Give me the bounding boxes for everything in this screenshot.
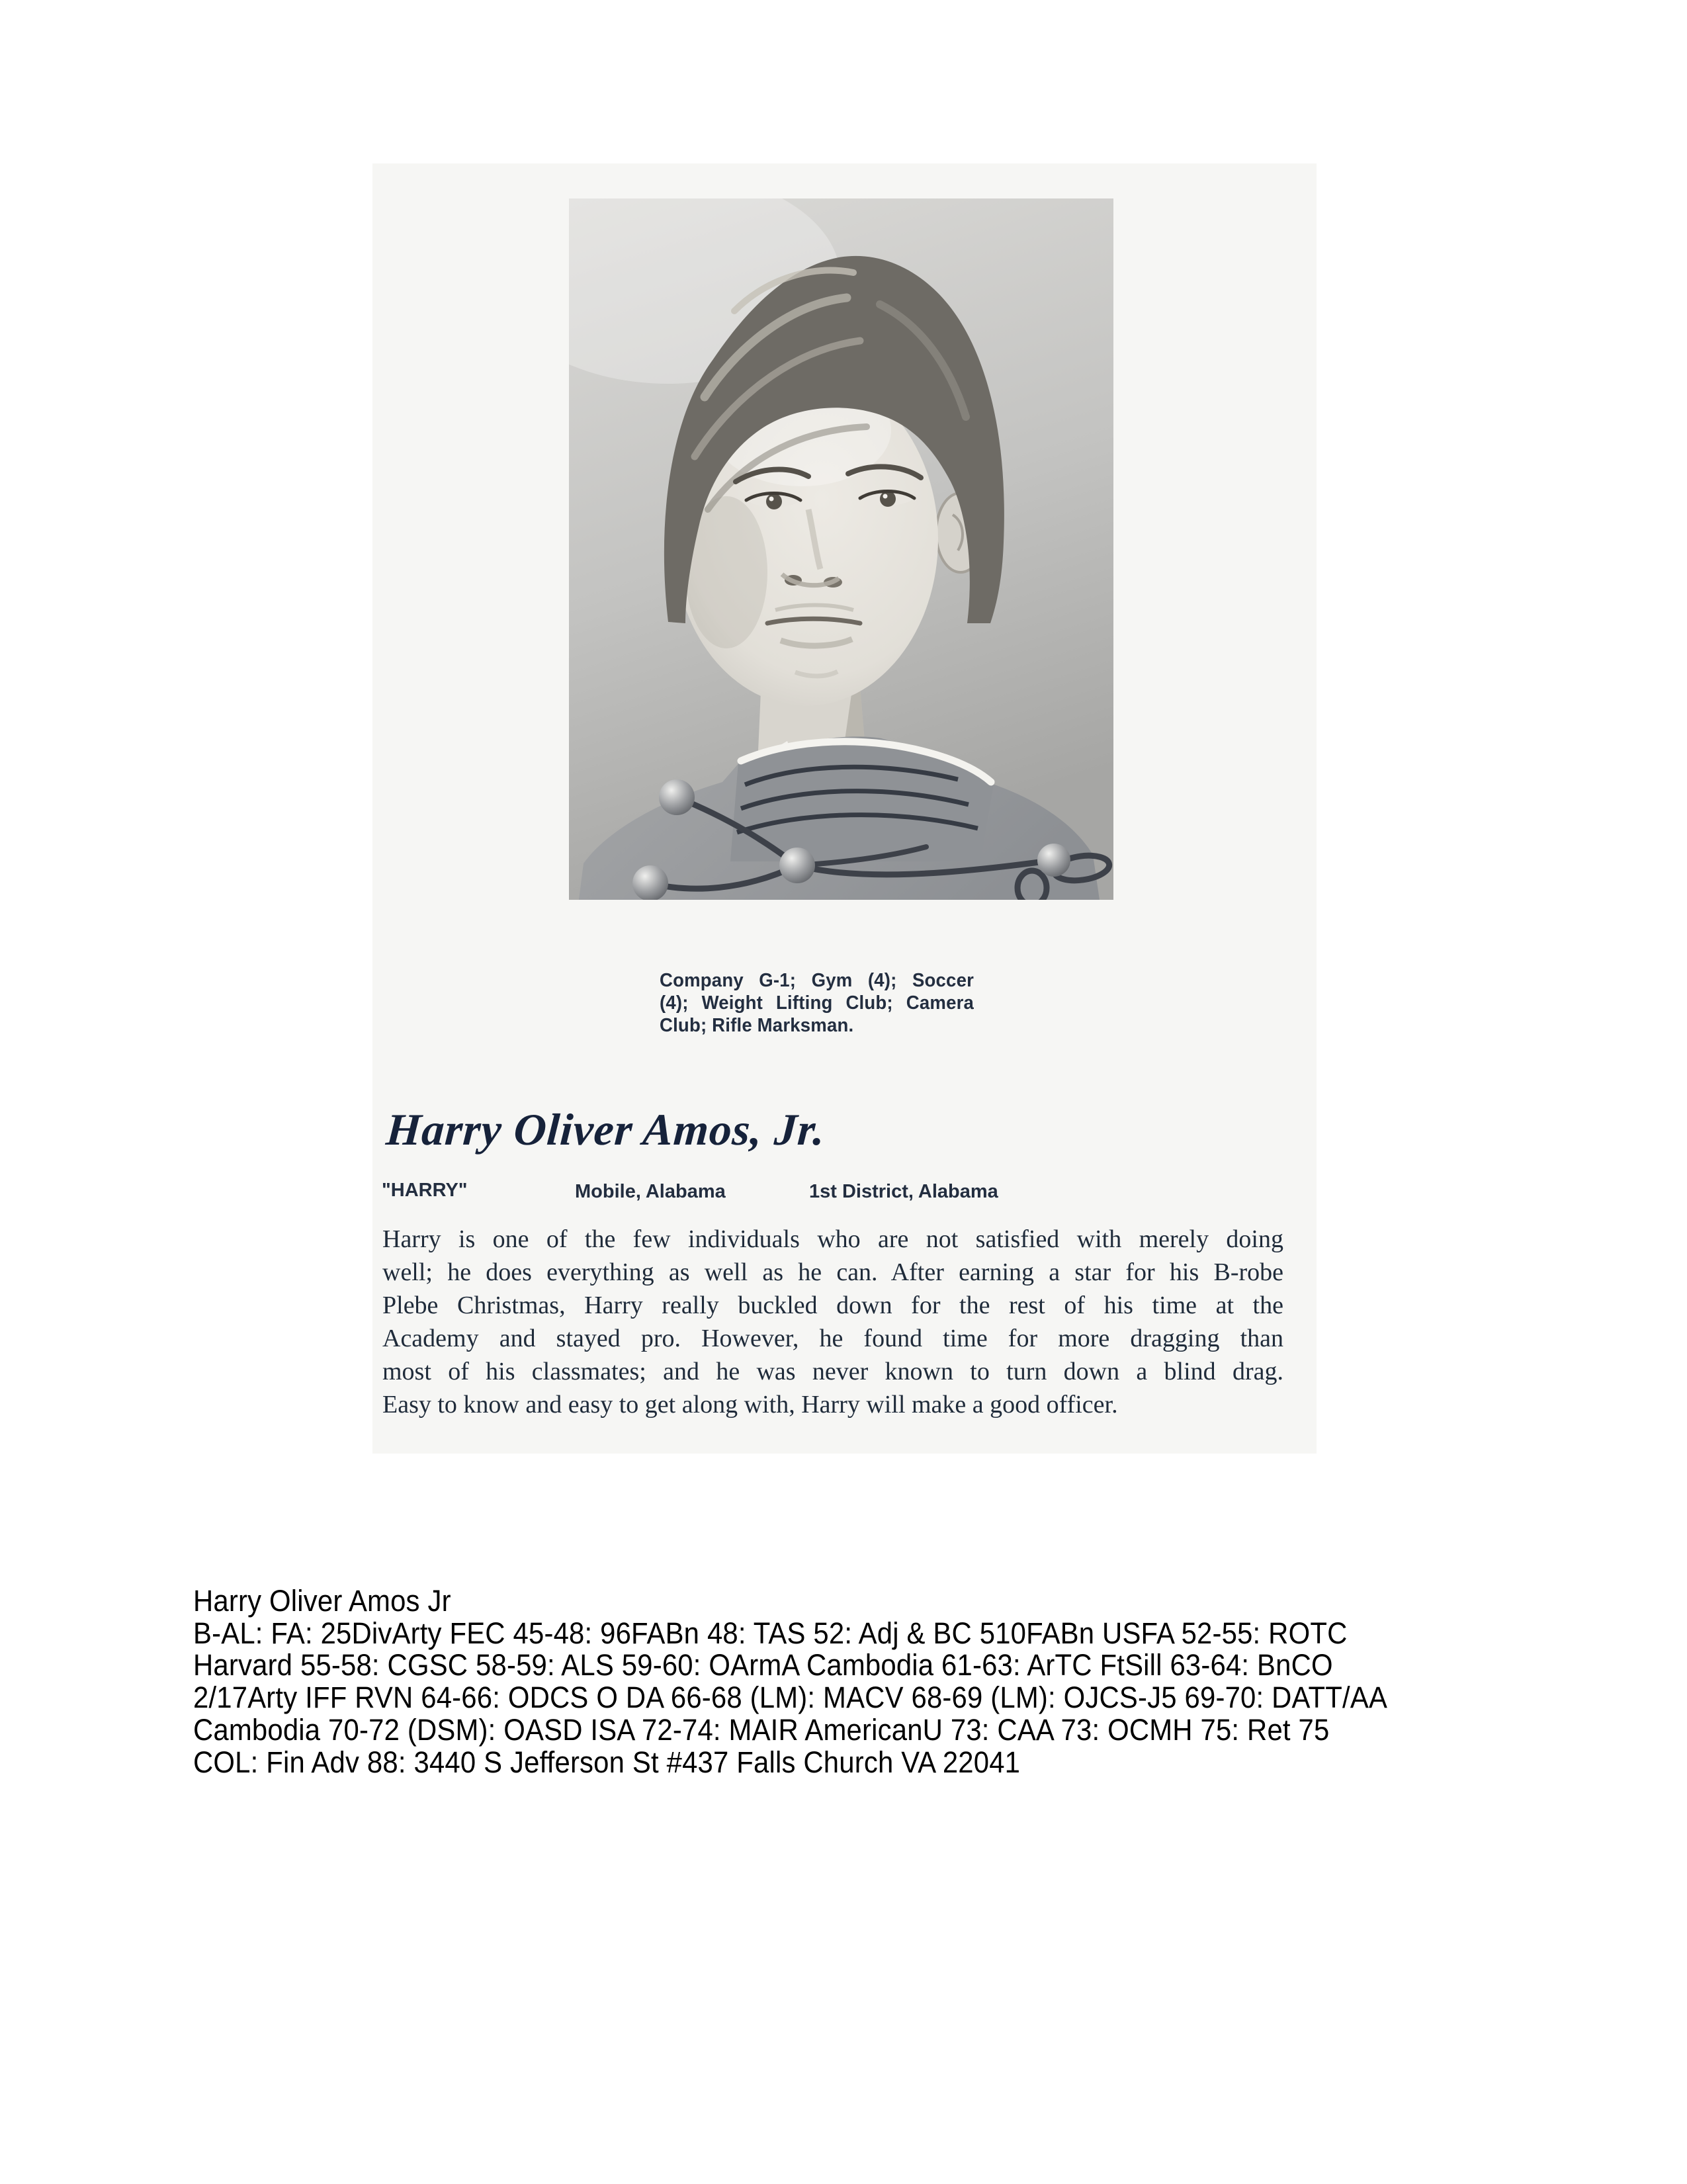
activities-line: Club; Rifle Marksman. (660, 1015, 854, 1036)
typed-line: Harvard 55-58: CGSC 58-59: ALS 59-60: OArmA Cambodia 61-63: ArTC FtSill 63-64: BnCO (193, 1648, 1333, 1682)
hometown: Mobile, Alabama (575, 1181, 726, 1202)
typed-line-address: COL: Fin Adv 88: 3440 S Jefferson St #437 Falls Church VA 22041 (193, 1745, 1021, 1779)
bio-line: well; he does everything as well as he can. After earning a star for his B-robe (382, 1258, 1283, 1286)
typed-line-name: Harry Oliver Amos Jr (193, 1584, 451, 1618)
scanned-yearbook-page (372, 163, 1317, 1454)
cadet-portrait-photo (569, 198, 1113, 900)
typed-career-summary (193, 1585, 1608, 1778)
activities-line: Company G-1; Gym (4); Soccer (660, 970, 974, 991)
activities-line: (4); Weight Lifting Club; Camera (660, 992, 974, 1014)
uniform-button (659, 779, 695, 815)
typed-line: B-AL: FA: 25DivArty FEC 45-48: 96FABn 48: TAS 52: Adj & BC 510FABn USFA 52-55: ROTC (193, 1616, 1348, 1650)
activities-block (660, 969, 974, 1037)
uniform-button (779, 848, 815, 883)
bio-line: Easy to know and easy to get along with, Harry will make a good officer. (382, 1391, 1118, 1419)
biography-paragraph (382, 1223, 1283, 1421)
typed-line: Cambodia 70-72 (DSM): OASD ISA 72-74: MAIR AmericanU 73: CAA 73: OCMH 75: Ret 75 (193, 1712, 1330, 1747)
bio-line: Plebe Christmas, Harry really buckled down for the rest of his time at the (382, 1291, 1283, 1319)
cadet-name-script: Harry Oliver Amos, Jr. (384, 1104, 828, 1155)
nickname: "HARRY" (382, 1180, 468, 1201)
bio-line: Academy and stayed pro. However, he found time for more dragging than (382, 1325, 1283, 1352)
uniform-button (1037, 844, 1070, 877)
identity-row (372, 1180, 1317, 1209)
bio-line: Harry is one of the few individuals who are not satisfied with merely doing (382, 1225, 1283, 1253)
typed-line: 2/17Arty IFF RVN 64-66: ODCS O DA 66-68 (LM): MACV 68-69 (LM): OJCS-J5 69-70: DATT/AA (193, 1681, 1388, 1715)
uniform-button (632, 865, 668, 900)
cadet-portrait-illustration (569, 198, 1113, 900)
congressional-district: 1st District, Alabama (809, 1181, 998, 1202)
bio-line: most of his classmates; and he was never known to turn down a blind drag. (382, 1358, 1283, 1385)
